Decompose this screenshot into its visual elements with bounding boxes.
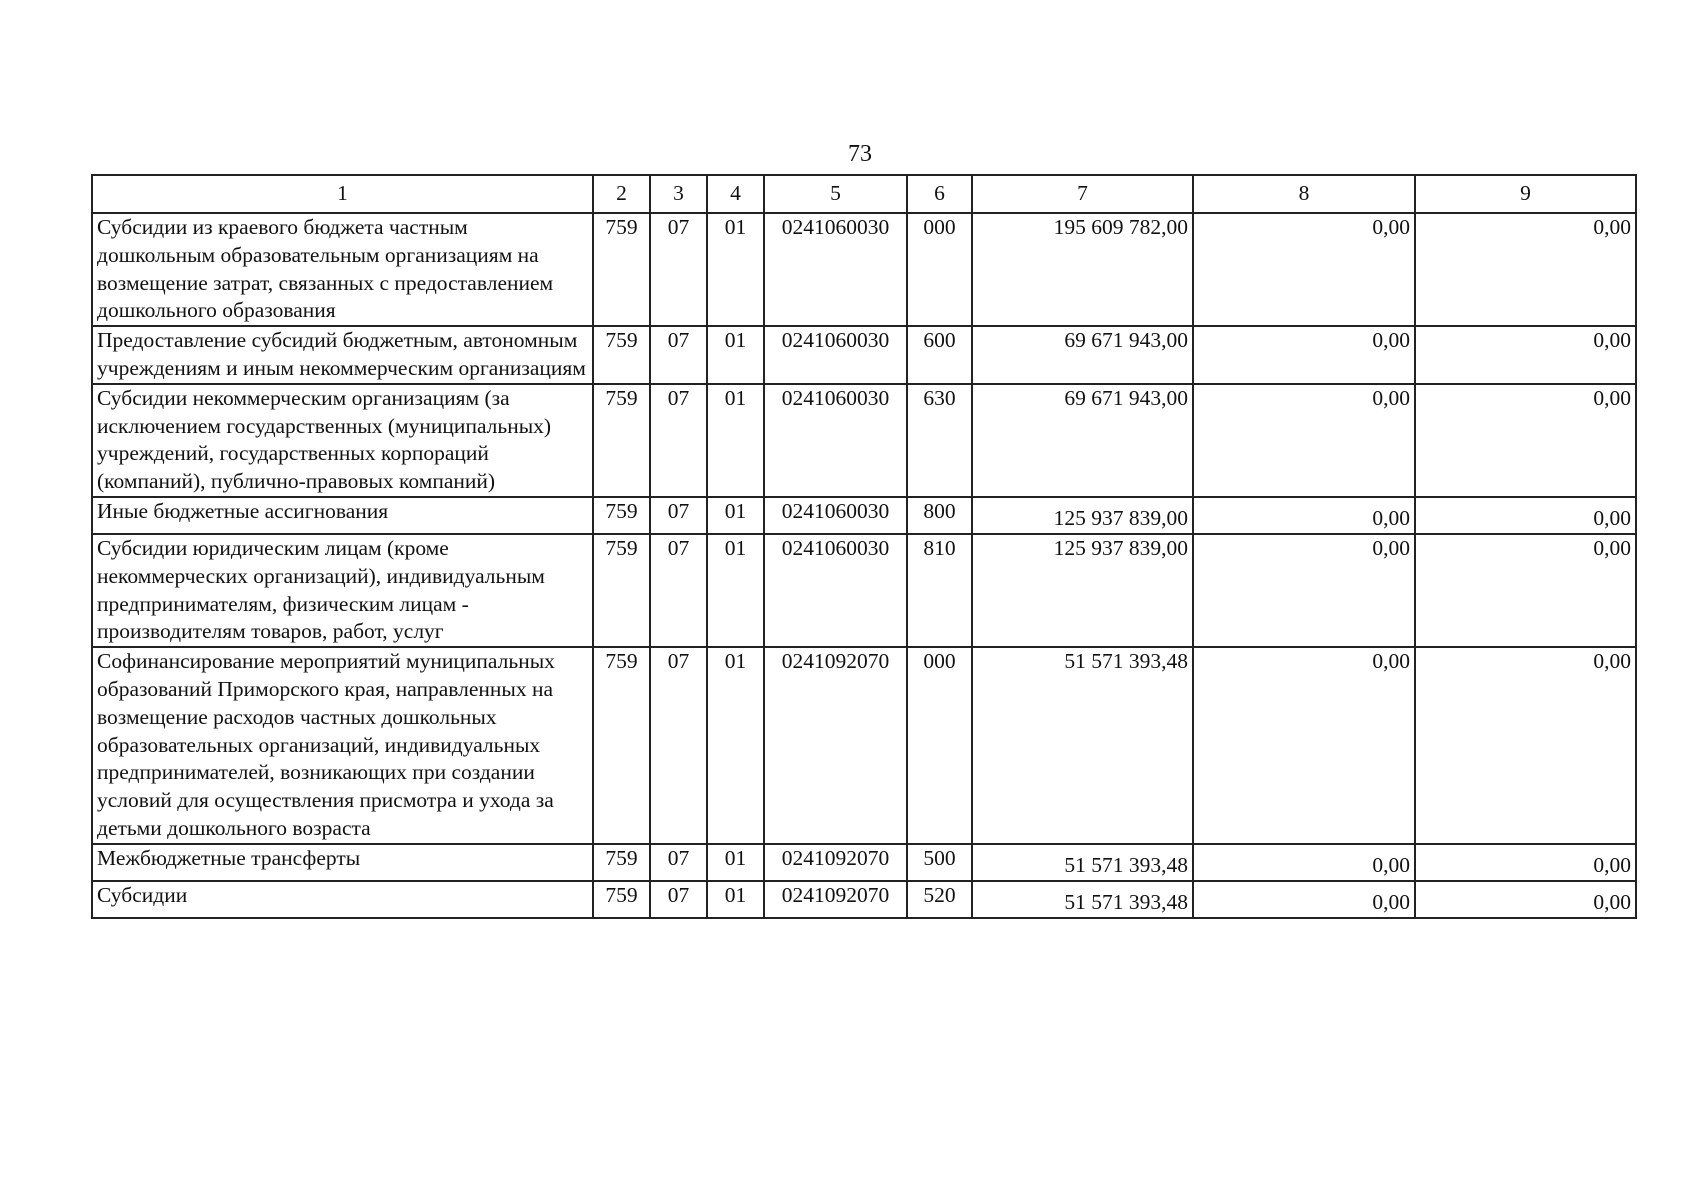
row-name: Софинансирование мероприятий муниципальных образований Приморского края, направленных на возмещение расходов частных дошкольных образовательных организаций, индивидуальных предпринимателей, возникающих при создании условий для осуществления присмотра и ухода за детьми дошкольного возраста [92,647,593,844]
cell-section: 07 [650,647,707,844]
column-header: 2 [593,175,650,213]
table-row [92,534,1636,647]
column-header: 8 [1193,175,1415,213]
cell-amount-8: 0,00 [1193,534,1415,647]
cell-subsection: 01 [707,497,764,534]
row-name: Субсидии [92,881,593,918]
cell-ministry: 759 [593,534,650,647]
cell-amount-8: 0,00 [1193,384,1415,497]
cell-amount-9: 0,00 [1415,213,1636,326]
cell-amount-7: 195 609 782,00 [972,213,1193,326]
cell-amount-9: 0,00 [1415,881,1636,918]
cell-expense-type: 500 [907,844,972,881]
cell-subsection: 01 [707,213,764,326]
column-header: 7 [972,175,1193,213]
cell-amount-7: 51 571 393,48 [972,881,1193,918]
cell-ministry: 759 [593,881,650,918]
cell-target-article: 0241092070 [764,647,907,844]
page-number: 73 [848,141,872,167]
table-row [92,647,1636,844]
table-row [92,384,1636,497]
cell-amount-8: 0,00 [1193,326,1415,384]
cell-ministry: 759 [593,844,650,881]
cell-amount-9: 0,00 [1415,497,1636,534]
cell-ministry: 759 [593,213,650,326]
cell-ministry: 759 [593,384,650,497]
header-row [92,175,1636,213]
cell-subsection: 01 [707,647,764,844]
table-row [92,326,1636,384]
cell-target-article: 0241060030 [764,213,907,326]
cell-section: 07 [650,497,707,534]
cell-amount-7: 125 937 839,00 [972,534,1193,647]
table-row [92,881,1636,918]
cell-amount-9: 0,00 [1415,647,1636,844]
cell-subsection: 01 [707,844,764,881]
cell-amount-7: 69 671 943,00 [972,326,1193,384]
cell-section: 07 [650,881,707,918]
cell-expense-type: 000 [907,647,972,844]
cell-subsection: 01 [707,534,764,647]
column-header: 1 [92,175,593,213]
cell-expense-type: 630 [907,384,972,497]
cell-section: 07 [650,384,707,497]
cell-subsection: 01 [707,881,764,918]
cell-target-article: 0241060030 [764,384,907,497]
row-name: Субсидии из краевого бюджета частным дошкольным образовательным организациям на возмещение затрат, связанных с предоставлением дошкольного образования [92,213,593,326]
row-name: Межбюджетные трансферты [92,844,593,881]
cell-target-article: 0241060030 [764,497,907,534]
table-row [92,497,1636,534]
cell-ministry: 759 [593,647,650,844]
row-name: Субсидии некоммерческим организациям (за исключением государственных (муниципальных) учреждений, государственных корпораций (компаний), публично-правовых компаний) [92,384,593,497]
cell-expense-type: 520 [907,881,972,918]
cell-amount-7: 51 571 393,48 [972,844,1193,881]
cell-target-article: 0241092070 [764,844,907,881]
cell-section: 07 [650,844,707,881]
cell-target-article: 0241060030 [764,534,907,647]
row-name: Иные бюджетные ассигнования [92,497,593,534]
cell-amount-8: 0,00 [1193,647,1415,844]
cell-amount-8: 0,00 [1193,213,1415,326]
column-header: 5 [764,175,907,213]
cell-section: 07 [650,213,707,326]
cell-section: 07 [650,326,707,384]
cell-target-article: 0241092070 [764,881,907,918]
table-row [92,844,1636,881]
cell-amount-7: 69 671 943,00 [972,384,1193,497]
cell-expense-type: 810 [907,534,972,647]
cell-expense-type: 800 [907,497,972,534]
cell-target-article: 0241060030 [764,326,907,384]
column-header: 3 [650,175,707,213]
cell-amount-9: 0,00 [1415,844,1636,881]
cell-amount-9: 0,00 [1415,384,1636,497]
row-name: Предоставление субсидий бюджетным, автономным учреждениям и иным некоммерческим организациям [92,326,593,384]
cell-ministry: 759 [593,497,650,534]
row-name: Субсидии юридическим лицам (кроме некоммерческих организаций), индивидуальным предпринимателям, физическим лицам - производителям товаров, работ, услуг [92,534,593,647]
column-header: 9 [1415,175,1636,213]
cell-amount-8: 0,00 [1193,844,1415,881]
cell-amount-9: 0,00 [1415,326,1636,384]
cell-amount-7: 51 571 393,48 [972,647,1193,844]
cell-expense-type: 000 [907,213,972,326]
cell-expense-type: 600 [907,326,972,384]
cell-ministry: 759 [593,326,650,384]
column-header: 6 [907,175,972,213]
table-row [92,213,1636,326]
table-header [92,175,1636,213]
cell-amount-7: 125 937 839,00 [972,497,1193,534]
cell-section: 07 [650,534,707,647]
cell-amount-8: 0,00 [1193,881,1415,918]
column-header: 4 [707,175,764,213]
budget-table [91,174,1637,919]
cell-amount-9: 0,00 [1415,534,1636,647]
cell-amount-8: 0,00 [1193,497,1415,534]
cell-subsection: 01 [707,384,764,497]
cell-subsection: 01 [707,326,764,384]
